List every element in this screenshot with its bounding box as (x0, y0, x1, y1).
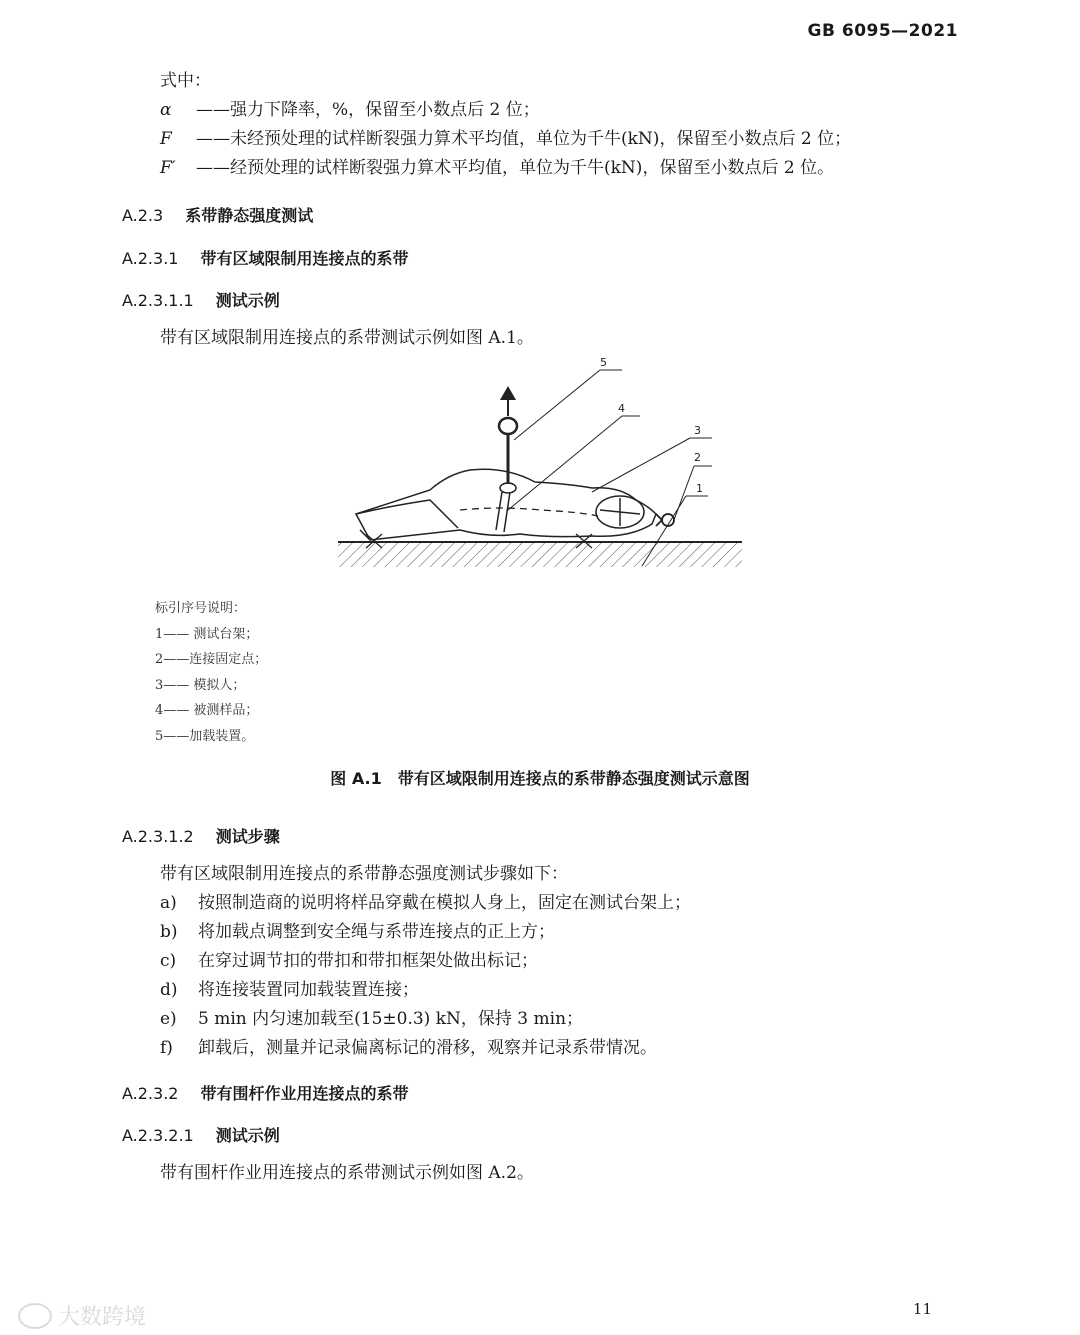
figure-caption: 图 A.1 带有区域限制用连接点的系带静态强度测试示意图 (330, 769, 750, 788)
section-heading-a-2-3-2-1 (122, 1123, 280, 1146)
legend-item: 1—— 测试台架； (155, 627, 259, 642)
section-heading-a-2-3-1-2 (122, 824, 280, 847)
dummy-figure (356, 469, 656, 540)
step-item (160, 953, 538, 970)
step-item (160, 1040, 657, 1057)
watermark (18, 1300, 146, 1331)
section-title: 带有围杆作业用连接点的系带 (200, 1084, 409, 1103)
step-text: 将连接装置同加载装置连接； (198, 980, 419, 1000)
legend-title: 标引序号说明： (155, 601, 247, 616)
example-paragraph-a1: 带有区域限制用连接点的系带测试示例如图 A.1。 (160, 328, 534, 348)
loading-device (499, 386, 517, 484)
belt-line (460, 508, 598, 516)
var-desc: ——未经预处理的试样断裂强力算术平均值，单位为千牛(kN)，保留至小数点后 2 位； (196, 129, 852, 149)
legend-item: 4—— 被测样品； (155, 703, 259, 718)
step-label: a) (160, 893, 177, 913)
section-title: 测试步骤 (215, 827, 280, 846)
section-number: A.2.3.2.1 (122, 1126, 194, 1145)
step-item (160, 1011, 583, 1028)
step-label: c) (160, 951, 177, 971)
section-number: A.2.3.1.2 (122, 827, 194, 846)
step-item (160, 895, 691, 912)
var-symbol: F (160, 129, 172, 149)
section-number: A.2.3.2 (122, 1084, 179, 1103)
var-symbol: F′ (160, 158, 176, 178)
var-desc: ——强力下降率，%，保留至小数点后 2 位； (196, 100, 540, 120)
formula-var-alpha (160, 102, 540, 119)
step-item (160, 924, 555, 941)
step-text: 5 min 内匀速加载至(15±0.3) kN，保持 3 min； (198, 1009, 584, 1029)
step-text: 按照制造商的说明将样品穿戴在模拟人身上，固定在测试台架上； (198, 893, 691, 913)
section-title: 系带静态强度测试 (185, 206, 314, 225)
watermark-text: 大数跨境 (58, 1305, 147, 1330)
section-title: 测试示例 (215, 1126, 280, 1145)
formula-intro: 式中： (160, 71, 211, 91)
callout-4: 4 (618, 402, 625, 415)
step-text: 将加载点调整到安全绳与系带连接点的正上方； (198, 922, 555, 942)
test-bench (338, 542, 742, 567)
formula-var-fprime (160, 160, 834, 177)
section-heading-a-2-3-1 (122, 246, 408, 269)
page-number: 11 (912, 1300, 932, 1318)
section-number: A.2.3.1 (122, 249, 179, 268)
section-heading-a-2-3-2 (122, 1081, 408, 1104)
callout-3: 3 (694, 424, 701, 437)
section-title: 带有区域限制用连接点的系带 (200, 249, 409, 268)
legend-item: 3—— 模拟人； (155, 678, 246, 693)
test-setup-figure (330, 350, 750, 575)
step-label: f) (160, 1038, 173, 1058)
step-text: 在穿过调节扣的带扣和带扣框架处做出标记； (198, 951, 538, 971)
formula-var-f (160, 131, 851, 148)
step-label: d) (160, 980, 178, 1000)
standard-code: GB 6095—2021 (807, 21, 958, 41)
var-desc: ——经预处理的试样断裂强力算术平均值，单位为千牛(kN)，保留至小数点后 2 位。 (196, 158, 835, 178)
example-paragraph-a2: 带有围杆作业用连接点的系带测试示例如图 A.2。 (160, 1163, 534, 1183)
step-label: e) (160, 1009, 177, 1029)
legend-item: 2——连接固定点； (155, 652, 268, 667)
steps-intro: 带有区域限制用连接点的系带静态强度测试步骤如下： (160, 864, 568, 884)
step-text: 卸载后，测量并记录偏离标记的滑移，观察并记录系带情况。 (198, 1038, 657, 1058)
watermark-logo-icon (18, 1303, 52, 1329)
step-label: b) (160, 922, 178, 942)
callout-2: 2 (694, 451, 701, 464)
section-heading-a-2-3 (122, 203, 313, 226)
section-number: A.2.3.1.1 (122, 291, 194, 310)
legend-item: 5——加载装置。 (155, 729, 255, 744)
callout-5: 5 (600, 356, 607, 369)
section-heading-a-2-3-1-1 (122, 288, 280, 311)
callout-1: 1 (696, 482, 703, 495)
tested-sample (496, 483, 516, 532)
section-number: A.2.3 (122, 206, 164, 225)
step-item (160, 982, 419, 999)
section-title: 测试示例 (215, 291, 280, 310)
var-symbol: α (160, 100, 172, 120)
